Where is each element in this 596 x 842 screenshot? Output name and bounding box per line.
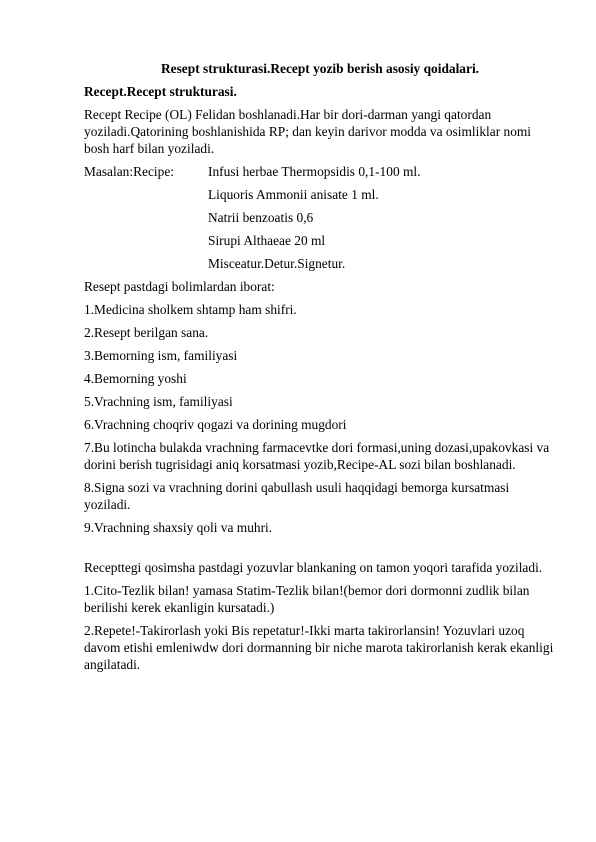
section-item: 4.Bemorning yoshi: [84, 371, 187, 386]
section-heading: Recept.Recept strukturasi.: [84, 84, 237, 99]
prescription-example: [84, 163, 556, 278]
example-label: Masalan:Recipe:: [84, 164, 174, 179]
section-item: 5.Vrachning ism, familiyasi: [84, 394, 233, 409]
sections-intro: Resept pastdagi bolimlardan iborat:: [84, 279, 275, 294]
section-item: 2.Resept berilgan sana.: [84, 325, 209, 340]
blank-line: [84, 542, 556, 559]
example-line: Misceatur.Detur.Signetur.: [208, 256, 346, 271]
extra-intro: Recepttegi qosimsha pastdagi yozuvlar blankaning on tamon yoqori tarafida yoziladi.: [84, 560, 543, 575]
example-line: Liquoris Ammonii anisate 1 ml.: [208, 187, 379, 202]
section-item: 9.Vrachning shaxsiy qoli va muhri.: [84, 520, 273, 535]
example-lines: [208, 163, 556, 278]
section-item: 3.Bemorning ism, familiyasi: [84, 348, 238, 363]
extra-item: 2.Repete!-Takirorlash yoki Bis repetatur!-Ikki marta takirorlansin! Yozuvlari uzoq davom etishi emleniwdw dori dormanning bir niche marota takirorlanish kerak ekanligi angilatadi.: [84, 623, 554, 672]
section-item: 6.Vrachning choqriv qogazi va dorining mugdori: [84, 417, 347, 432]
example-line: Sirupi Althaeae 20 ml: [208, 233, 326, 248]
document-page: [84, 60, 556, 679]
document-title: Resept strukturasi.Recept yozib berish asosiy qoidalari.: [160, 61, 480, 76]
section-item: 7.Bu lotincha bulakda vrachning farmacevtke dori formasi,uning dozasi,upakovkasi va dorini berish tugrisidagi aniq korsatmasi yozib,Recipe-AL sozi bilan boshlanadi.: [84, 440, 550, 472]
example-line: Infusi herbae Thermopsidis 0,1-100 ml.: [208, 164, 421, 179]
section-item: 1.Medicina sholkem shtamp ham shifri.: [84, 302, 297, 317]
intro-paragraph: Recept Recipe (OL) Felidan boshlanadi.Har bir dori-darman yangi qatordan yoziladi.Qatorining boshlanishida RP; dan keyin darivor modda va osimliklar nomi bosh harf bilan yoziladi.: [84, 107, 532, 156]
section-item: 8.Signa sozi va vrachning dorini qabullash usuli haqqidagi bemorga kursatmasi yoziladi.: [84, 480, 510, 512]
example-line: Natrii benzoatis 0,6: [208, 210, 314, 225]
extra-item: 1.Cito-Tezlik bilan! yamasa Statim-Tezlik bilan!(bemor dori dormonni zudlik bilan berilishi kerek ekanligin kursatadi.): [84, 583, 530, 615]
